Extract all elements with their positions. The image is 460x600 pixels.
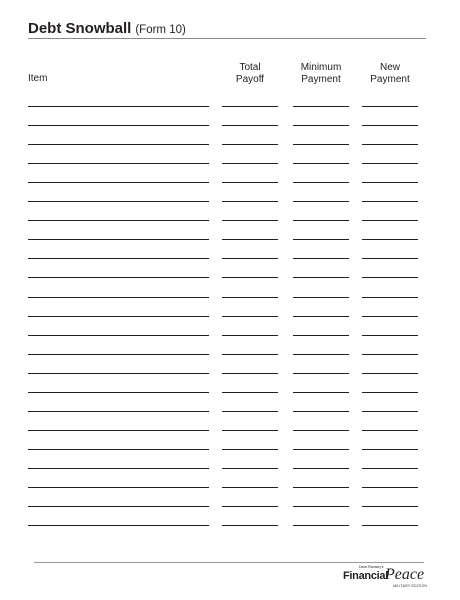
logo-financial: Financial	[343, 570, 388, 582]
item-line	[28, 125, 209, 126]
minimum-payment-line	[293, 487, 349, 488]
new-payment-line	[362, 525, 418, 526]
minimum-payment-line	[293, 468, 349, 469]
new-payment-line	[362, 468, 418, 469]
total-payoff-line	[222, 430, 278, 431]
minimum-payment-line	[293, 220, 349, 221]
new-payment-line	[362, 335, 418, 336]
item-line	[28, 506, 209, 507]
new-payment-line	[362, 373, 418, 374]
total-payoff-line	[222, 506, 278, 507]
minimum-payment-line	[293, 430, 349, 431]
total-payoff-line	[222, 411, 278, 412]
item-line	[28, 316, 209, 317]
total-payoff-line	[222, 125, 278, 126]
footer-divider	[34, 562, 424, 563]
minimum-payment-line	[293, 373, 349, 374]
new-payment-line	[362, 106, 418, 107]
item-line	[28, 106, 209, 107]
total-payoff-line	[222, 373, 278, 374]
column-header-minimum-payment-line2: Payment	[301, 74, 341, 85]
new-payment-line	[362, 239, 418, 240]
total-payoff-line	[222, 525, 278, 526]
new-payment-line	[362, 392, 418, 393]
column-header-item: Item	[28, 73, 48, 84]
new-payment-line	[362, 487, 418, 488]
total-payoff-line	[222, 220, 278, 221]
item-line	[28, 201, 209, 202]
item-line	[28, 525, 209, 526]
new-payment-line	[362, 182, 418, 183]
logo-edition: MILITARY EDITION	[393, 584, 428, 588]
minimum-payment-line	[293, 297, 349, 298]
item-line	[28, 163, 209, 164]
total-payoff-line	[222, 392, 278, 393]
new-payment-line	[362, 506, 418, 507]
total-payoff-line	[222, 106, 278, 107]
total-payoff-line	[222, 277, 278, 278]
item-line	[28, 430, 209, 431]
item-line	[28, 354, 209, 355]
logo-small-text: Dave Ramsey's	[359, 565, 384, 569]
minimum-payment-line	[293, 258, 349, 259]
total-payoff-line	[222, 297, 278, 298]
total-payoff-line	[222, 449, 278, 450]
item-line	[28, 468, 209, 469]
item-line	[28, 335, 209, 336]
new-payment-line	[362, 277, 418, 278]
column-header-total-payoff-line2: Payoff	[235, 74, 265, 85]
minimum-payment-line	[293, 163, 349, 164]
item-line	[28, 487, 209, 488]
item-line	[28, 277, 209, 278]
new-payment-line	[362, 220, 418, 221]
new-payment-line	[362, 201, 418, 202]
item-line	[28, 411, 209, 412]
item-line	[28, 220, 209, 221]
total-payoff-line	[222, 144, 278, 145]
item-line	[28, 297, 209, 298]
minimum-payment-line	[293, 506, 349, 507]
minimum-payment-line	[293, 144, 349, 145]
total-payoff-line	[222, 201, 278, 202]
item-line	[28, 373, 209, 374]
new-payment-line	[362, 125, 418, 126]
minimum-payment-line	[293, 525, 349, 526]
form-title: Debt Snowball	[28, 20, 132, 37]
new-payment-line	[362, 258, 418, 259]
item-line	[28, 258, 209, 259]
new-payment-line	[362, 163, 418, 164]
new-payment-line	[362, 354, 418, 355]
column-header-new-payment-line1: New	[379, 62, 400, 73]
minimum-payment-line	[293, 106, 349, 107]
minimum-payment-line	[293, 449, 349, 450]
total-payoff-line	[222, 354, 278, 355]
column-header-minimum-payment-line1: Minimum	[300, 62, 342, 73]
minimum-payment-line	[293, 125, 349, 126]
minimum-payment-line	[293, 411, 349, 412]
total-payoff-line	[222, 487, 278, 488]
new-payment-line	[362, 411, 418, 412]
minimum-payment-line	[293, 392, 349, 393]
total-payoff-line	[222, 239, 278, 240]
item-line	[28, 449, 209, 450]
column-header-new-payment-line2: Payment	[370, 74, 410, 85]
new-payment-line	[362, 449, 418, 450]
minimum-payment-line	[293, 335, 349, 336]
new-payment-line	[362, 430, 418, 431]
minimum-payment-line	[293, 354, 349, 355]
item-line	[28, 182, 209, 183]
total-payoff-line	[222, 258, 278, 259]
logo-peace: Peace	[385, 566, 425, 583]
minimum-payment-line	[293, 316, 349, 317]
item-line	[28, 144, 209, 145]
form-number: (Form 10)	[135, 24, 186, 36]
item-line	[28, 392, 209, 393]
column-header-total-payoff-line1: Total	[239, 62, 261, 73]
total-payoff-line	[222, 182, 278, 183]
minimum-payment-line	[293, 239, 349, 240]
total-payoff-line	[222, 163, 278, 164]
total-payoff-line	[222, 335, 278, 336]
new-payment-line	[362, 316, 418, 317]
financial-peace-logo	[343, 564, 428, 590]
item-line	[28, 239, 209, 240]
minimum-payment-line	[293, 277, 349, 278]
total-payoff-line	[222, 468, 278, 469]
new-payment-line	[362, 297, 418, 298]
total-payoff-line	[222, 316, 278, 317]
new-payment-line	[362, 144, 418, 145]
minimum-payment-line	[293, 182, 349, 183]
minimum-payment-line	[293, 201, 349, 202]
